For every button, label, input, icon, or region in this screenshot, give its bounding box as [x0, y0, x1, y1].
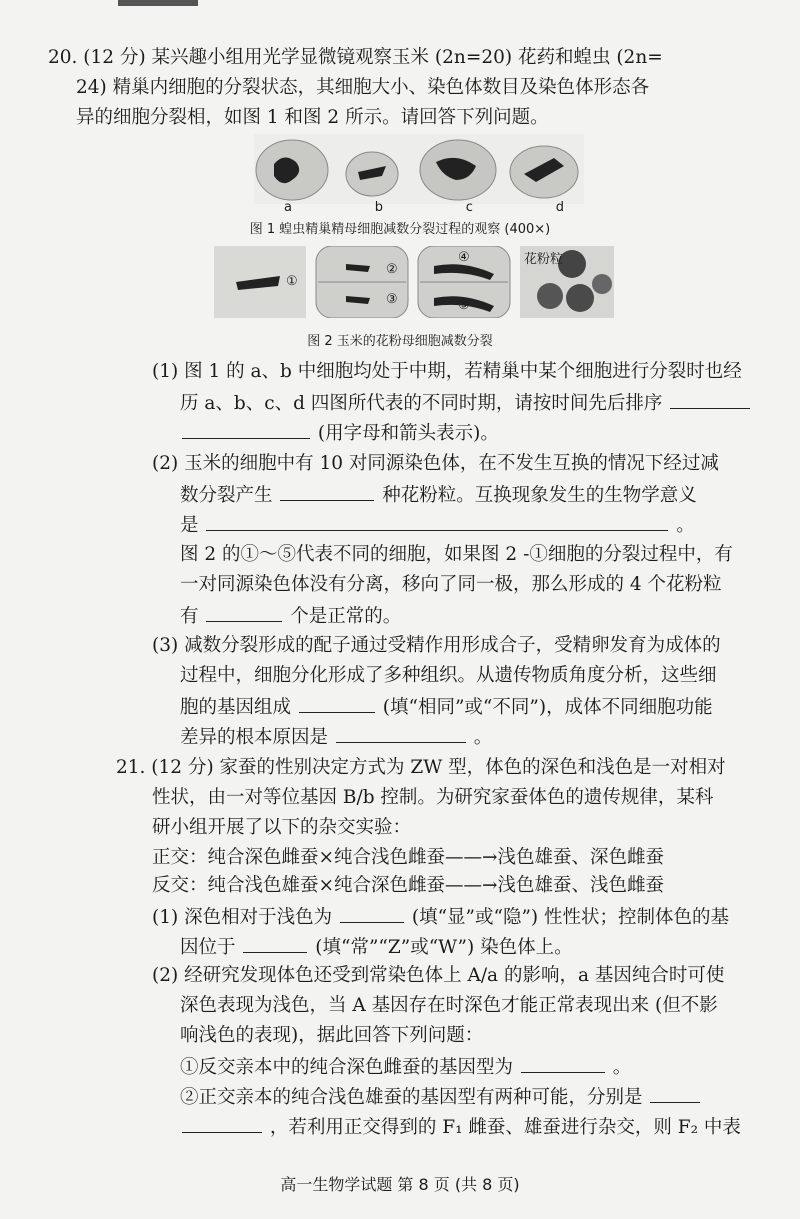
q20-intro-line-3: 异的细胞分裂相，如图 1 和图 2 所示。请回答下列问题。: [76, 107, 549, 128]
q20-part2-line-3: [180, 512, 695, 538]
q20-part2-line-1: (2) 玉米的细胞中有 10 对同源染色体，在不发生互换的情况下经过减: [152, 453, 719, 474]
q20-part2-blank-significance[interactable]: [206, 512, 668, 531]
q20-part1-blank[interactable]: [670, 390, 750, 409]
q20-intro-line-2: 24) 精巢内细胞的分裂状态，其细胞大小、染色体数目及染色体形态各: [76, 77, 650, 98]
q21-part1-blank-dominance[interactable]: [340, 904, 404, 923]
q20-part3-blank-reason[interactable]: [336, 724, 466, 743]
q21-part1-line-1: [152, 904, 729, 930]
figure-1-label-b: b: [374, 200, 384, 215]
q20-intro-line-1: 20. (12 分) 某兴趣小组用光学显微镜观察玉米 (2n=20) 花药和蝗虫 (2n=: [48, 47, 663, 68]
cell-label-4: ④: [458, 250, 470, 265]
q20-part2-line-2: [180, 482, 697, 508]
q21-part2-line-1: (2) 经研究发现体色还受到常染色体上 A/a 的影响，a 基因纯合时可使: [152, 965, 725, 986]
q20-part2-line-3-text: 是: [180, 515, 199, 536]
q20-part3-line-1: (3) 减数分裂形成的配子通过受精作用形成合子，受精卵发育为成体的: [152, 635, 721, 656]
q21-intro-line-1: 21. (12 分) 家蚕的性别决定方式为 ZW 型，体色的深色和浅色是一对相对: [116, 757, 726, 778]
q20-part1-line-2-text: 历 a、b、c、d 四图所代表的不同时期，请按时间先后排序: [180, 393, 663, 414]
q20-part2-line-5: 一对同源染色体没有分离，移向了同一极，那么形成的 4 个花粉粒: [180, 574, 722, 595]
q21-part2-line-2: 深色表现为浅色，当 A 基因存在时深色才能正常表现出来 (但不影: [180, 995, 718, 1016]
cell-label-1: ①: [286, 274, 298, 289]
cell-label-2: ②: [386, 262, 398, 277]
q21-part1-line-1-text: (1) 深色相对于浅色为: [152, 907, 333, 928]
figure-1-caption: 图 1 蝗虫精巢精母细胞减数分裂过程的观察 (400×): [249, 222, 551, 237]
figure-2-caption: 图 2 玉米的花粉母细胞减数分裂: [307, 334, 493, 349]
q21-part1-line-1-tail: (填“显”或“隐”) 性性状；控制体色的基: [411, 907, 730, 928]
q20-part3-line-4-text: 差异的根本原因是: [180, 727, 329, 748]
q21-part1-line-2-text: 因位于: [180, 937, 236, 958]
q21-cross-reverse: 反交：纯合浅色雄蚕×纯合深色雌蚕——→浅色雄蚕、浅色雌蚕: [152, 875, 665, 896]
cell-label-3: ③: [386, 292, 398, 307]
scan-edge-mark: [118, 0, 198, 6]
q20-part3-line-3-text: 胞的基因组成: [180, 697, 292, 718]
q20-part2-line-6-text: 有: [180, 606, 199, 627]
pollen-grain-3: [566, 284, 594, 312]
figure-2: [214, 246, 614, 318]
q21-intro-line-2: 性状，由一对等位基因 B/b 控制。为研究家蚕体色的遗传规律，某科: [152, 787, 714, 808]
q20-part2-line-6: [180, 603, 401, 629]
figure-1: [254, 134, 584, 204]
q20-part3-line-2: 过程中，细胞分化形成了多种组织。从遗传物质角度分析，这些细: [180, 665, 717, 686]
q20-part2-blank-normal[interactable]: [206, 603, 282, 622]
figure-1-label-c: c: [465, 200, 473, 215]
q20-part3-line-3: [180, 694, 713, 720]
q20-part3-line-4: [180, 724, 492, 750]
q20-part3-blank-same[interactable]: [299, 694, 375, 713]
q20-part3-line-3-tail: (填“相同”或“不同”)，成体不同细胞功能: [382, 697, 713, 718]
q20-part2-line-2-tail: 种花粉粒。互换现象发生的生物学意义: [382, 485, 697, 506]
q21-part2-line-4-text: ①反交亲本中的纯合深色雌蚕的基因型为: [180, 1057, 514, 1078]
q20-part2-blank-kinds[interactable]: [280, 482, 374, 501]
q20-part1-blank-cont[interactable]: [182, 420, 310, 439]
q21-intro-line-3: 研小组开展了以下的杂交实验：: [152, 817, 412, 838]
q20-part1-line-3-text: (用字母和箭头表示)。: [317, 423, 499, 444]
q21-cross-forward: 正交：纯合深色雌蚕×纯合浅色雌蚕——→浅色雄蚕、深色雌蚕: [152, 847, 665, 868]
figure-1-label-a: a: [284, 200, 292, 215]
q20-part1-line-3: [180, 420, 499, 446]
q21-part2-line-6: [180, 1114, 741, 1140]
q21-part2-line-3: 响浅色的表现)，据此回答下列问题：: [180, 1025, 484, 1046]
q20-part1-line-1: (1) 图 1 的 a、b 中细胞均处于中期，若精巢中某个细胞进行分裂时也经: [152, 361, 742, 382]
q20-part1-line-2: [180, 390, 752, 416]
pollen-grain-2: [537, 283, 563, 309]
q20-part2-line-3-end: 。: [676, 515, 695, 536]
q20-part2-line-2-text: 数分裂产生: [180, 485, 273, 506]
q21-part2-blank-genotype[interactable]: [521, 1054, 605, 1073]
q21-part1-line-2-tail: (填“常”“Z”或“W”) 染色体上。: [315, 937, 573, 958]
q21-part2-blank-genotypes[interactable]: [650, 1084, 700, 1103]
q21-part1-line-2: [180, 934, 573, 960]
q21-part2-blank-genotypes-cont[interactable]: [182, 1114, 262, 1133]
cell-label-5: ⑤: [458, 298, 470, 313]
q21-part2-line-6-text: ，若利用正交得到的 F₁ 雌蚕、雄蚕进行杂交，则 F₂ 中表: [269, 1117, 741, 1138]
q21-part2-line-4: [180, 1054, 631, 1080]
pollen-label: 花粉粒: [524, 252, 564, 267]
q21-part2-line-5: [180, 1084, 702, 1110]
q21-part1-blank-chromosome[interactable]: [243, 934, 307, 953]
q20-part3-line-4-end: 。: [473, 727, 493, 748]
figure-1-labels: [284, 200, 564, 215]
q20-part2-line-6-tail: 个是正常的。: [290, 606, 402, 627]
figure-1-cells: [254, 134, 584, 204]
q21-part2-line-5-text: ②正交亲本的纯合浅色雄蚕的基因型有两种可能，分别是: [180, 1087, 643, 1108]
q21-part2-line-4-end: 。: [612, 1057, 632, 1078]
pollen-grain-4: [592, 274, 612, 294]
q20-part2-line-4: 图 2 的①～⑤代表不同的细胞，如果图 2 -①细胞的分裂过程中，有: [180, 544, 733, 565]
figure-1-label-d: d: [555, 200, 564, 215]
page-footer: 高一生物学试题 第 8 页 (共 8 页): [280, 1175, 520, 1194]
